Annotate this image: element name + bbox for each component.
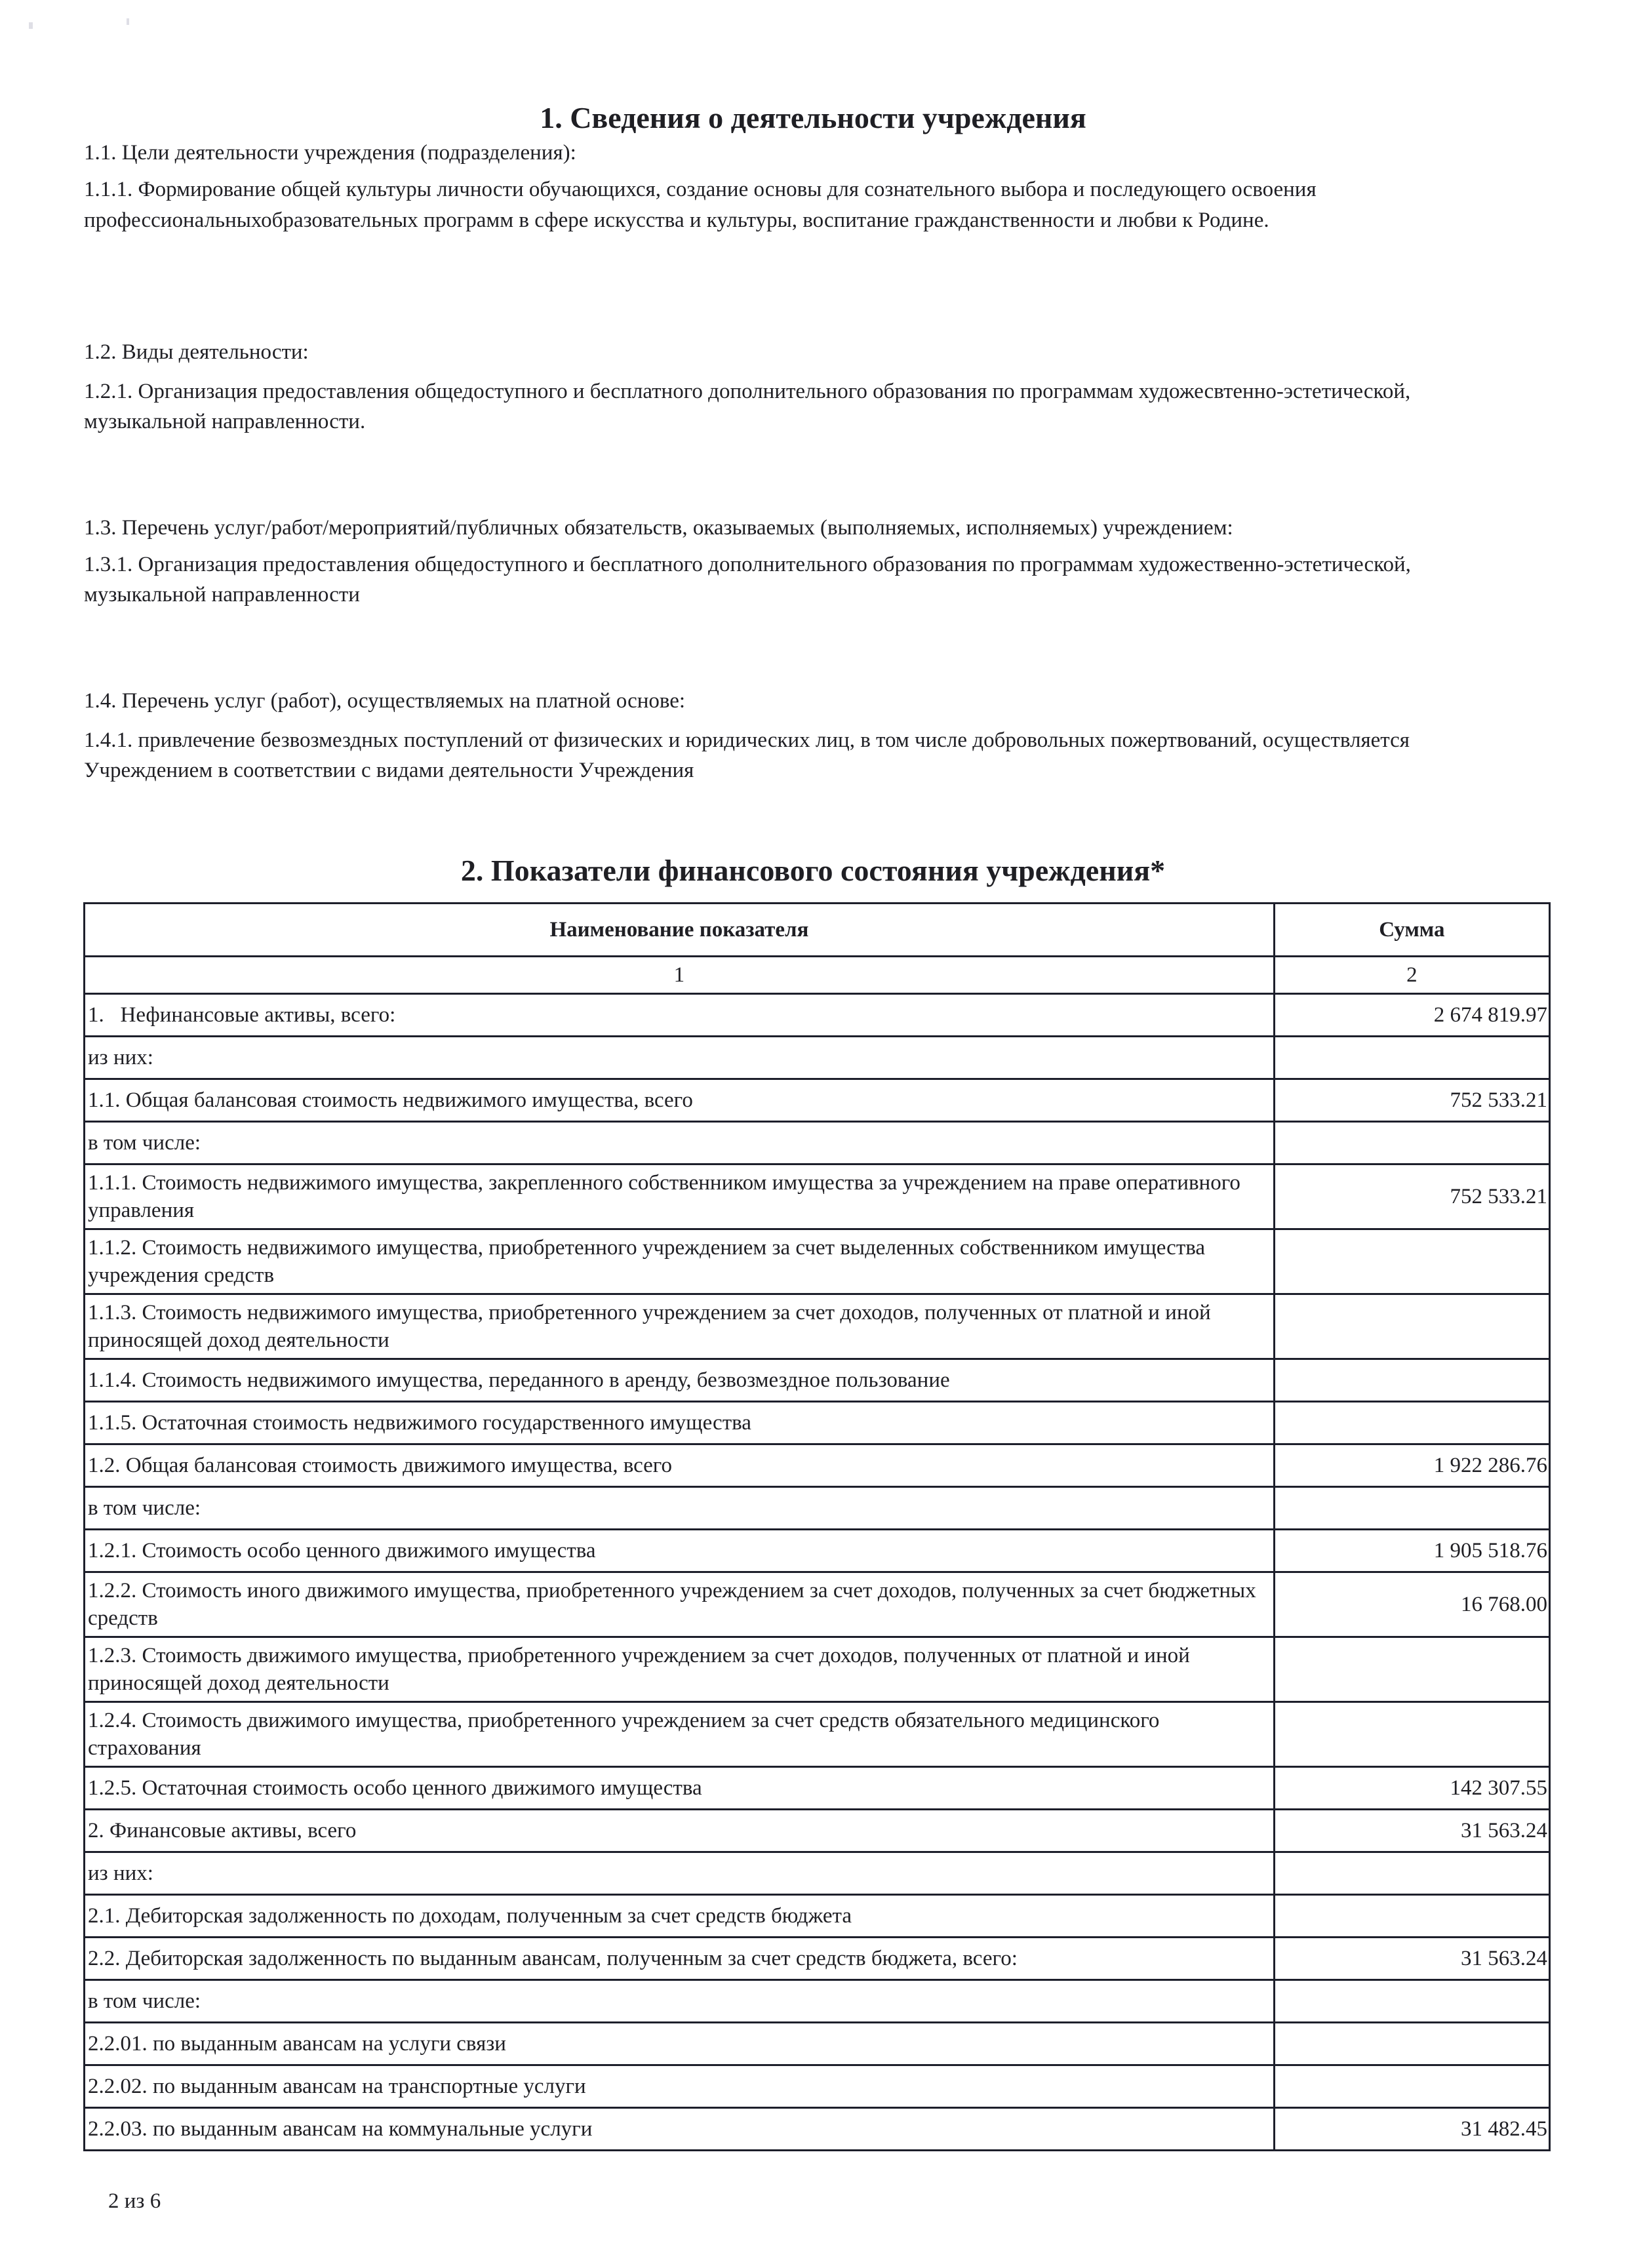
- table-row: [85, 1810, 1550, 1852]
- row-sum: [1274, 1359, 1549, 1402]
- row-sum: 752 533.21: [1274, 1079, 1549, 1122]
- table-row: [85, 1572, 1550, 1637]
- row-sum: [1274, 1294, 1549, 1359]
- column-number-1: 1: [85, 957, 1275, 994]
- table-header-row: [85, 904, 1550, 957]
- section-1-title: 1. Сведения о деятельности учреждения: [540, 101, 1086, 134]
- row-sum: 31 563.24: [1274, 1938, 1549, 1980]
- row-sum: [1274, 1122, 1549, 1164]
- table-row: [85, 2065, 1550, 2108]
- table-row: [85, 2023, 1550, 2065]
- table-row: [85, 1444, 1550, 1487]
- row-name: в том числе:: [85, 1122, 1275, 1164]
- scan-artifact: [127, 18, 129, 25]
- services-item-1: 1.3.1. Организация предоставления общедоступного и бесплатного дополнительного образования по программам художественно-эстетической, музыкальной направленности: [84, 553, 1411, 607]
- row-name: 1.1.2. Стоимость недвижимого имущества, приобретенного учреждением за счет выделенных собственником имущества учреждения средств: [85, 1229, 1275, 1294]
- table-row: [85, 1895, 1550, 1938]
- row-name: из них:: [85, 1852, 1275, 1895]
- row-sum: [1274, 1980, 1549, 2023]
- table-row: [85, 1402, 1550, 1444]
- column-header-sum: Сумма: [1274, 904, 1549, 957]
- table-row: [85, 2108, 1550, 2151]
- row-sum: 2 674 819.97: [1274, 994, 1549, 1037]
- table-row: [85, 1229, 1550, 1294]
- row-name: 1.2. Общая балансовая стоимость движимого имущества, всего: [85, 1444, 1275, 1487]
- row-name: 2. Финансовые активы, всего: [85, 1810, 1275, 1852]
- goals-item-1: 1.1.1. Формирование общей культуры личности обучающихся, создание основы для сознательного выбора и последующего освоения профессиональныхобразовательных программ в сфере искусства и культуры, воспитание гражданственности и любви к Родине.: [84, 178, 1317, 232]
- row-sum: [1274, 1637, 1549, 1702]
- table-row: [85, 1037, 1550, 1079]
- table-row: [85, 1164, 1550, 1229]
- table-row: [85, 1530, 1550, 1572]
- row-sum: [1274, 1037, 1549, 1079]
- table-row: [85, 1767, 1550, 1810]
- table-row: [85, 1122, 1550, 1164]
- activities-label: 1.2. Виды деятельности:: [84, 340, 309, 364]
- column-number-2: 2: [1274, 957, 1549, 994]
- row-sum: 1 905 518.76: [1274, 1530, 1549, 1572]
- row-sum: [1274, 1895, 1549, 1938]
- services-label: 1.3. Перечень услуг/работ/мероприятий/публичных обязательств, оказываемых (выполняемых, исполняемых) учреждением:: [84, 516, 1233, 540]
- paid-services-item-1: 1.4.1. привлечение безвозмездных поступлений от физических и юридических лиц, в том числе добровольных пожертвований, осуществляется Учреждением в соответствии с видами деятельности Учреждения: [84, 728, 1410, 782]
- column-header-indicator: Наименование показателя: [85, 904, 1275, 957]
- row-name: 1.1.1. Стоимость недвижимого имущества, закрепленного собственником имущества за учреждением на праве оперативного управления: [85, 1164, 1275, 1229]
- row-sum: 31 563.24: [1274, 1810, 1549, 1852]
- row-name: 1.2.5. Остаточная стоимость особо ценного движимого имущества: [85, 1767, 1275, 1810]
- row-sum: [1274, 1402, 1549, 1444]
- row-name: 1.1.5. Остаточная стоимость недвижимого государственного имущества: [85, 1402, 1275, 1444]
- row-name: 1.2.1. Стоимость особо ценного движимого имущества: [85, 1530, 1275, 1572]
- row-sum: [1274, 1852, 1549, 1895]
- table-row: [85, 1980, 1550, 2023]
- activities-item-1: 1.2.1. Организация предоставления общедоступного и бесплатного дополнительного образования по программам художесвтенно-эстетической, музыкальной направленности.: [84, 380, 1411, 433]
- row-name: в том числе:: [85, 1487, 1275, 1530]
- table-row: [85, 1637, 1550, 1702]
- row-sum: [1274, 1229, 1549, 1294]
- table-row: [85, 1359, 1550, 1402]
- row-name: 1.1. Общая балансовая стоимость недвижимого имущества, всего: [85, 1079, 1275, 1122]
- row-name: 1.2.4. Стоимость движимого имущества, приобретенного учреждением за счет средств обязательного медицинского страхования: [85, 1702, 1275, 1767]
- row-name: 1. Нефинансовые активы, всего:: [85, 994, 1275, 1037]
- table-row: [85, 1852, 1550, 1895]
- row-name: 1.2.2. Стоимость иного движимого имущества, приобретенного учреждением за счет доходов, полученных за счет бюджетных средств: [85, 1572, 1275, 1637]
- row-sum: 142 307.55: [1274, 1767, 1549, 1810]
- row-name: 2.1. Дебиторская задолженность по доходам, полученным за счет средств бюджета: [85, 1895, 1275, 1938]
- table-row: [85, 1487, 1550, 1530]
- paid-services-label: 1.4. Перечень услуг (работ), осуществляемых на платной основе:: [84, 689, 686, 713]
- row-name: 1.2.3. Стоимость движимого имущества, приобретенного учреждением за счет доходов, полученных от платной и иной приносящей доход деятельности: [85, 1637, 1275, 1702]
- column-numbers-row: [85, 957, 1550, 994]
- row-name: 2.2.02. по выданным авансам на транспортные услуги: [85, 2065, 1275, 2108]
- table-row: [85, 1702, 1550, 1767]
- row-name: 2.2.01. по выданным авансам на услуги связи: [85, 2023, 1275, 2065]
- row-sum: 16 768.00: [1274, 1572, 1549, 1637]
- row-sum: [1274, 1702, 1549, 1767]
- table-row: [85, 1079, 1550, 1122]
- row-sum: [1274, 2065, 1549, 2108]
- row-sum: [1274, 1487, 1549, 1530]
- row-sum: 752 533.21: [1274, 1164, 1549, 1229]
- row-sum: 1 922 286.76: [1274, 1444, 1549, 1487]
- scan-artifact: [29, 22, 33, 29]
- table-row: [85, 1938, 1550, 1980]
- row-name: 1.1.4. Стоимость недвижимого имущества, переданного в аренду, безвозмездное пользование: [85, 1359, 1275, 1402]
- table-row: [85, 1294, 1550, 1359]
- goals-label: 1.1. Цели деятельности учреждения (подразделения):: [84, 141, 576, 165]
- row-name: из них:: [85, 1037, 1275, 1079]
- financial-indicators-table: [83, 902, 1551, 2151]
- table-row: [85, 994, 1550, 1037]
- section-2-title: 2. Показатели финансового состояния учреждения*: [460, 854, 1166, 887]
- page-number: 2 из 6: [108, 2189, 161, 2213]
- row-sum: 31 482.45: [1274, 2108, 1549, 2151]
- row-name: в том числе:: [85, 1980, 1275, 2023]
- row-name: 2.2.03. по выданным авансам на коммунальные услуги: [85, 2108, 1275, 2151]
- row-name: 2.2. Дебиторская задолженность по выданным авансам, полученным за счет средств бюджета, всего:: [85, 1938, 1275, 1980]
- row-name: 1.1.3. Стоимость недвижимого имущества, приобретенного учреждением за счет доходов, полученных от платной и иной приносящей доход деятельности: [85, 1294, 1275, 1359]
- row-sum: [1274, 2023, 1549, 2065]
